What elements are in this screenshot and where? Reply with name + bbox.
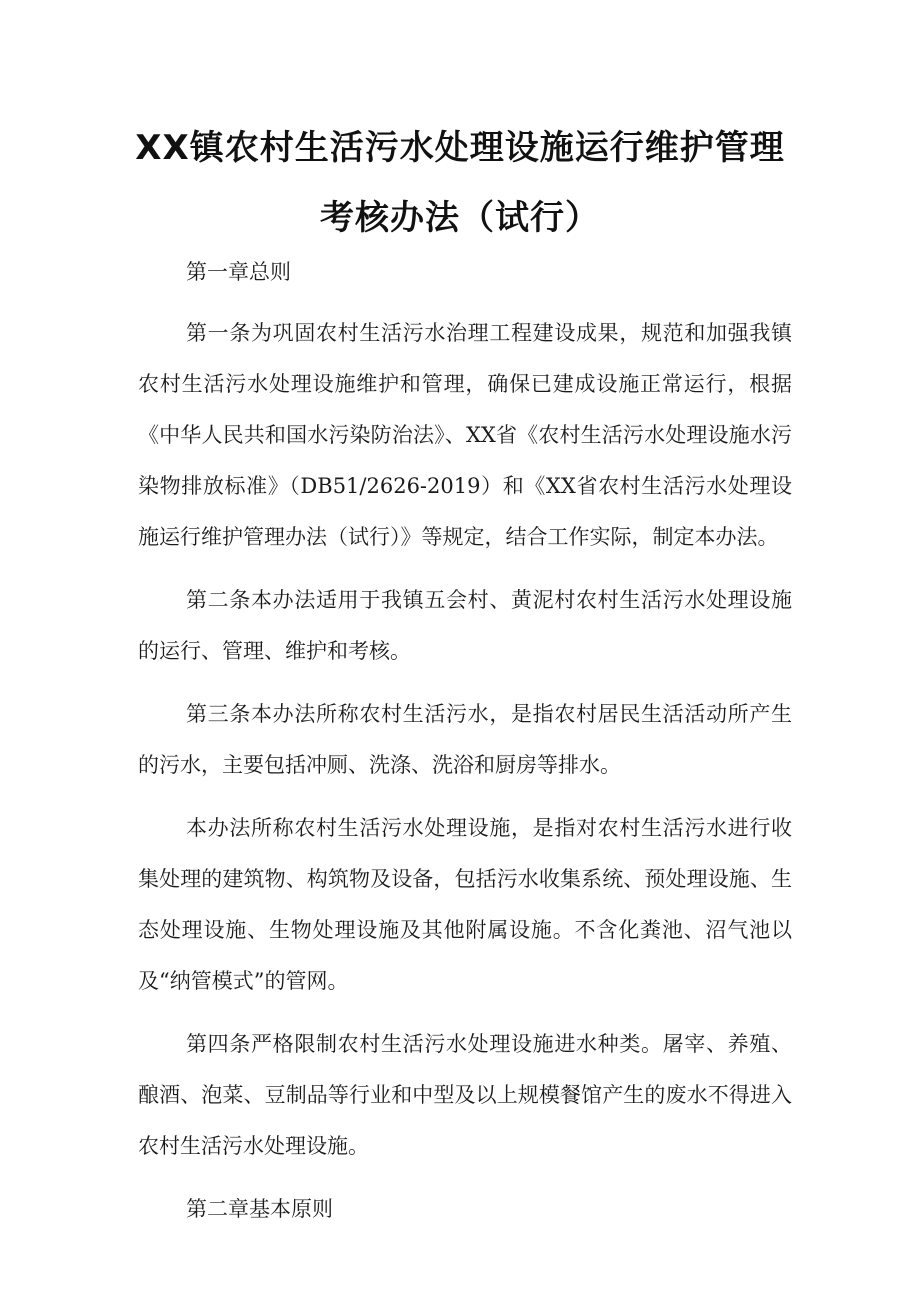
- document-title-line-1: XX镇农村生活污水处理设施运行维护管理: [135, 128, 785, 168]
- chapter-heading: 第二章基本原则: [186, 1197, 333, 1221]
- document-body: [138, 247, 792, 1235]
- article-paragraph: 第二条本办法适用于我镇五会村、黄泥村农村生活污水处理设施的运行、管理、维护和考核。: [138, 588, 792, 663]
- chapter-heading: 第一章总则: [186, 260, 291, 284]
- article-paragraph: 第四条严格限制农村生活污水处理设施进水种类。屠宰、养殖、酿酒、泡菜、豆制品等行业和中型及以上规模餐馆产生的废水不得进入农村生活污水处理设施。: [138, 1032, 792, 1158]
- article-paragraph: 本办法所称农村生活污水处理设施，是指对农村生活污水进行收集处理的建筑物、构筑物及设备，包括污水收集系统、预处理设施、生态处理设施、生物处理设施及其他附属设施。不含化粪池、沼气池以及“纳管模式”的管网。: [138, 816, 792, 993]
- article-paragraph: 第三条本办法所称农村生活污水，是指农村居民生活活动所产生的污水，主要包括冲厕、洗涤、洗浴和厨房等排水。: [138, 702, 792, 777]
- document-title-line-2: 考核办法（试行）: [320, 198, 600, 238]
- article-paragraph: 第一条为巩固农村生活污水治理工程建设成果，规范和加强我镇农村生活污水处理设施维护和管理，确保已建成设施正常运行，根据《中华人民共和国水污染防治法》、XX省《农村生活污水处理设施水污染物排放标准》（DB51/2626-2019）和《XX省农村生活污水处理设施运行维护管理办法（试行）》等规定，结合工作实际，制定本办法。: [138, 321, 792, 549]
